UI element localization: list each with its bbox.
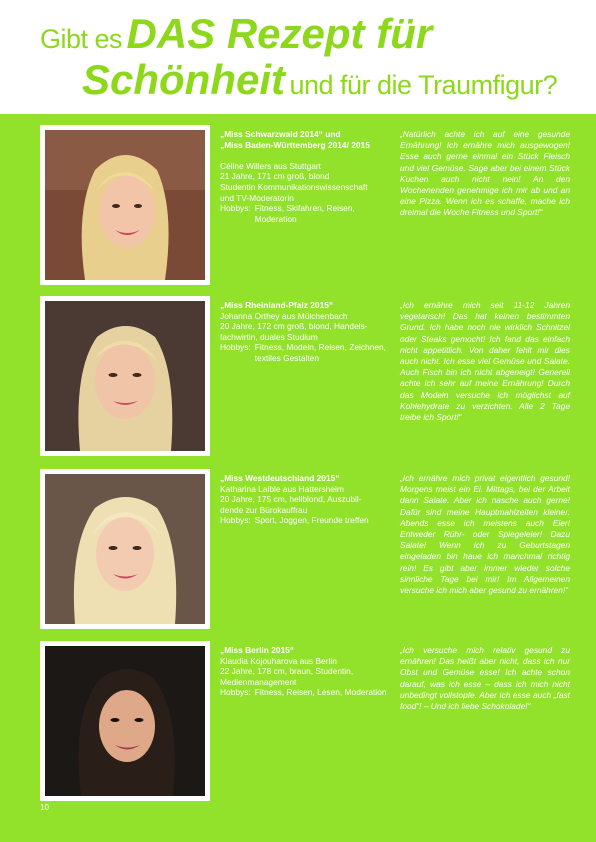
headline-bold-1: DAS Rezept für xyxy=(126,10,433,57)
portrait-photo-1 xyxy=(40,125,210,285)
headline-thin-1: Gibt es xyxy=(40,24,123,54)
miss-title-1b: „Miss Baden-Württemberg 2014/ 2015 xyxy=(220,139,370,150)
miss-title-1a: „Miss Schwarzwald 2014“ und xyxy=(220,129,341,139)
quote-2: „Ich ernähre mich seit 11-12 Jahren vegetarisch! Das hat keinen bestimmten Grund. Ich habe noch nie wirklich Schnitzel oder Steaks gemocht! Ich fand das einfach nicht appetitlich. Von daher fehlt mir dies auch nicht. Ich esse viel Gemüse und Salate. Auch Fisch bin ich nicht abgeneigt! Generell achte ich sehr auf meine Ernährung! Durch das Modeln versuche ich möglichst auf Kohlehydrate zu verzichten. Alle 2 Tage treibe ich Sport!“ xyxy=(400,300,570,423)
miss-title-4: „Miss Berlin 2015“ xyxy=(220,645,295,655)
info-line: 22 Jahre, 178 cm, braun, Studentin, xyxy=(220,666,354,677)
portrait-image-3 xyxy=(45,474,205,624)
headline-bold-2: Schönheit xyxy=(82,56,286,103)
portrait-image-1 xyxy=(45,130,205,280)
hobbies-value: Fitness, Modeln, Reisen, Zeichnen, textiles Gestalten xyxy=(254,342,387,363)
hobbies-label: Hobbys: xyxy=(220,515,251,526)
hobbies-value: Fitness, Reisen, Lesen, Moderation xyxy=(254,687,387,698)
info-line: fachwirtin, duales Studium xyxy=(220,331,318,342)
info-line: 20 Jahre, 172 cm groß, blond, Handels- xyxy=(220,321,368,332)
info-line: und TV-Moderatorin xyxy=(220,192,294,203)
hobbies-row-4 xyxy=(220,687,388,698)
info-line: dende zur Bürokauffrau xyxy=(220,504,308,515)
header xyxy=(0,0,596,114)
hobbies-value: Sport, Joggen, Freunde treffen xyxy=(254,515,369,526)
hobbies-row-1 xyxy=(220,203,388,224)
info-line: Céline Willers aus Stuttgart xyxy=(220,160,322,171)
info-1 xyxy=(220,129,388,224)
hobbies-value: Fitness, Skifahren, Reisen, Moderation xyxy=(254,203,355,224)
headline-thin-2: und für die Traumfigur? xyxy=(289,70,558,100)
page-number: 10 xyxy=(40,803,49,812)
quote-3: „Ich ernähre mich privat eigentlich gesund! Morgens meist ein Ei. Mittags, bei der Arbeit dann Salate. Aber ich nasche auch gerne! Dafür sind meine Hauptmahlzeiten kleiner. Abends esse ich meistens auch Eier! Entweder Rühr- oder Spiegeleier! Dazu Salate! Wenn ich zu Geburtstagen eingeladen bin haue ich manchmal richtig rein! Es gibt aber immer wieder solche sinnliche Tage bei mir! Im Allgemeinen versuche ich mich aber gesund zu ernähren!“ xyxy=(400,473,570,596)
info-line: Katharina Laible aus Hattersheim xyxy=(220,483,344,494)
hobbies-label: Hobbys: xyxy=(220,342,251,353)
portrait-image-2 xyxy=(45,301,205,451)
info-line: Johanna Orthey aus Mülchenbach xyxy=(220,310,348,321)
miss-title-2: „Miss Rheinland-Pfalz 2015“ xyxy=(220,300,334,310)
info-2 xyxy=(220,300,388,364)
info-4 xyxy=(220,645,388,698)
info-3 xyxy=(220,473,388,526)
headline-line-2 xyxy=(82,56,557,104)
portrait-photo-3 xyxy=(40,469,210,629)
portrait-image-4 xyxy=(45,646,205,796)
portrait-photo-2 xyxy=(40,296,210,456)
portrait-photo-4 xyxy=(40,641,210,801)
info-line: Studentin Kommunikationswissenschaft xyxy=(220,181,368,192)
miss-title-3: „Miss Westdeutschland 2015“ xyxy=(220,473,340,483)
headline-line-1 xyxy=(40,10,432,58)
hobbies-label: Hobbys: xyxy=(220,687,251,698)
info-line: Klaudia Kojouharova aus Berlin xyxy=(220,655,337,666)
info-line: 21 Jahre, 171 cm groß, blond xyxy=(220,171,330,182)
hobbies-row-2 xyxy=(220,342,388,363)
hobbies-row-3 xyxy=(220,515,388,526)
quote-4: „Ich versuche mich relativ gesund zu ernähren! Das heißt aber nicht, dass ich nur Obst und Gemüse esse! Ich achte schon darauf, was ich esse – dass ich mich nicht unbedingt vollstopfe. Aber ich esse auch „fast food“! – Und ich liebe Schokolade!“ xyxy=(400,645,570,712)
info-line: 20 Jahre, 175 cm, hellblond, Auszubil- xyxy=(220,494,362,505)
info-line: Medienmanagement xyxy=(220,676,297,687)
hobbies-label: Hobbys: xyxy=(220,203,251,214)
quote-1: „Natürlich achte ich auf eine gesunde Ernährung! Ich ernähre mich ausgewogen! Esse auch gerne einmal ein Stück Fleisch und viel Gemüse. Sage aber bei einem Stück Kuchen auch nicht nein! An den Wochenenden genehmige ich mir ab und an eine Pizza. Wenn ich es schaffe, mache ich dreimal die Woche Fitness und Sport!“ xyxy=(400,129,570,218)
